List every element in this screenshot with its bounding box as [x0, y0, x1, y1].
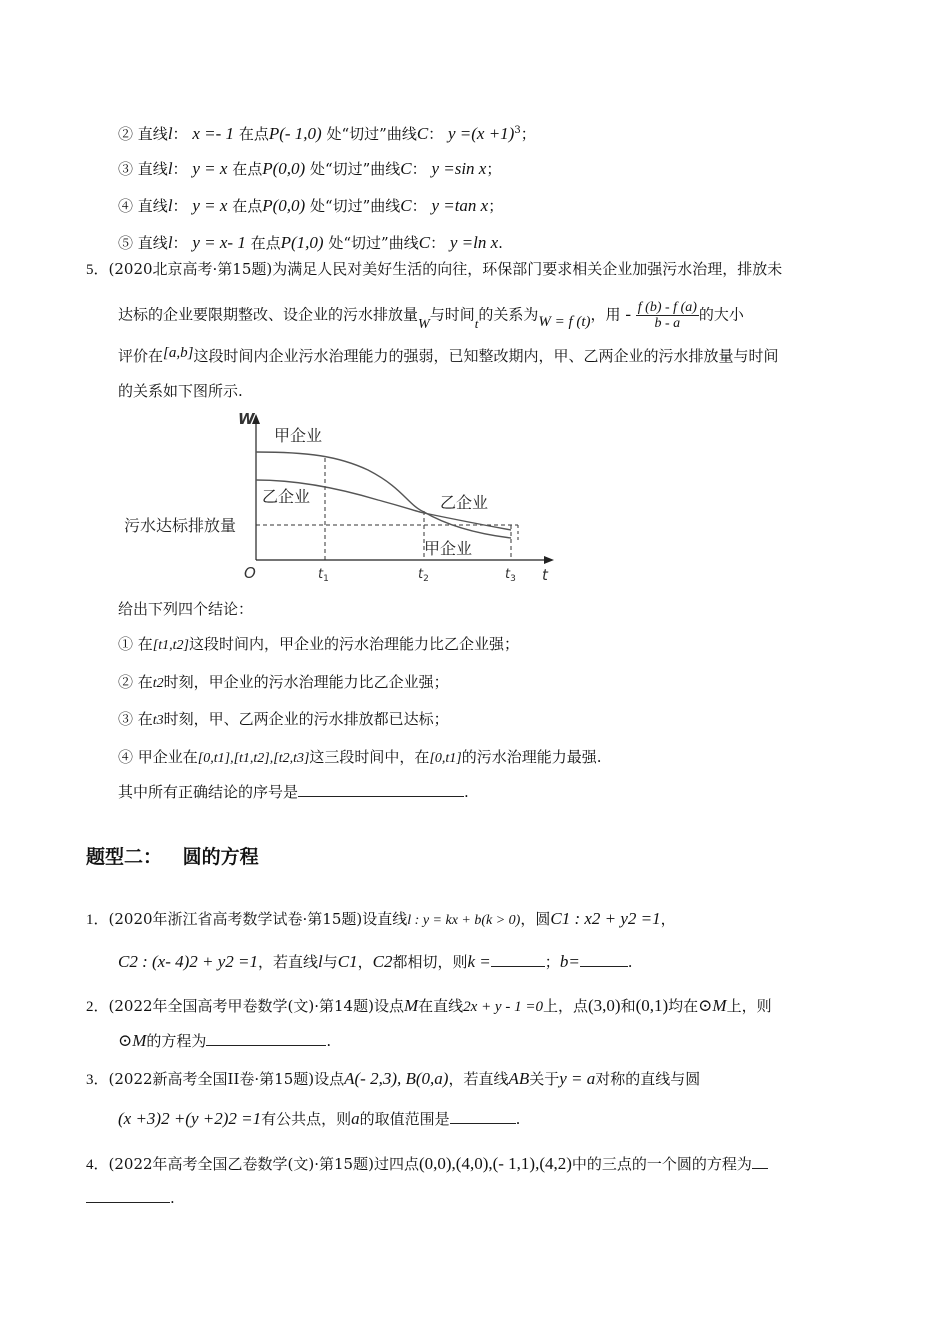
circle-answer-blank-end[interactable] [86, 1188, 170, 1203]
p4-line1: 4．(2022年高考全国乙卷数学(文)·第15题)过四点(0,0),(4,0),(- 1,1),(4,2)中的三点的一个圆的方程为 [86, 1153, 768, 1176]
y-axis-label: W [238, 410, 255, 428]
q5-line2: 达标的企业要限期整改、设企业的污水排放量W与时间t的关系为W = f (t)，用 - $\frac{f (b) - f (a)}{b - a}$ 的大小 [118, 300, 744, 332]
origin-label: O [244, 564, 256, 582]
p4-line2: . [86, 1187, 175, 1209]
circle-answer-blank-start[interactable] [752, 1154, 768, 1169]
t3-label: $t_3$ [505, 567, 516, 584]
conclusion-5: ⑤ 直线l： y = x- 1 在点P(1,0) 处“切过”曲线C： y =ln x. [118, 233, 503, 252]
label-yi-left: 乙企业 [262, 487, 311, 506]
q5-final: 其中所有正确结论的序号是 . [118, 783, 469, 801]
conclusion-2: ② 直线l： x =- 1 在点P(- 1,0) 处“切过”曲线C： $y =(x +1)^3$； [118, 124, 536, 143]
p3-line1: 3．(2022新高考全国II卷·第15题)设点A(- 2,3), B(0,a)，若直线AB关于y = a对称的直线与圆 [86, 1069, 701, 1088]
range-blank[interactable] [450, 1109, 516, 1124]
q5-line4: 的关系如下图所示. [118, 382, 243, 400]
answer-blank[interactable] [298, 782, 464, 797]
label-jia-top: 甲企业 [274, 426, 323, 445]
b-blank[interactable] [580, 952, 628, 967]
label-jia-bottom: 甲企业 [424, 539, 473, 558]
statement-1: ① 在[t1,t2]这段时间内，甲企业的污水治理能力比乙企业强； [118, 635, 519, 653]
x-axis-arrow [544, 556, 554, 564]
k-blank[interactable] [491, 952, 545, 967]
t1-label: $t_1$ [318, 567, 329, 584]
x-axis-label: t [542, 566, 548, 584]
standard-label: 污水达标排放量 [124, 516, 237, 535]
statement-4: ④ 甲企业在[0,t1],[t1,t2],[t2,t3]这三段时间中，在[0,t1]的污水治理能力最强. [118, 748, 602, 766]
label-yi-right: 乙企业 [440, 493, 489, 512]
p1-line1: 1．(2020年浙江省高考数学试卷·第15题)设直线l : y = kx + b(k > 0)，圆C1 : x2 + y2 =1， [86, 909, 676, 928]
section-heading: 题型二： 圆的方程 [86, 846, 259, 868]
p2-line2: ⊙M的方程为 . [118, 1031, 332, 1050]
t2-label: $t_2$ [418, 567, 429, 584]
circle-eq-blank[interactable] [206, 1031, 326, 1046]
p2-line1: 2．(2022年全国高考甲卷数学(文)·第14题)设点M在直线2x + y - 1 =0上，点(3,0)和(0,1)均在⊙M上，则 [86, 996, 772, 1015]
q5-intro: 给出下列四个结论： [118, 600, 254, 618]
p1-line2: C2 : (x- 4)2 + y2 =1，若直线l与C1，C2都相切，则k = ；b= . [118, 952, 633, 971]
p3-line2: (x +3)2 +(y +2)2 =1有公共点，则a的取值范围是 . [118, 1109, 521, 1128]
q5-line1: 5．(2020北京高考·第15题)为满足人民对美好生活的向往，环保部门要求相关企业加强污水治理，排放未 [86, 260, 783, 278]
statement-2: ② 在t2时刻，甲企业的污水治理能力比乙企业强； [118, 673, 449, 691]
conclusion-4: ④ 直线l： y = x 在点P(0,0) 处“切过”曲线C： y =tan x； [118, 196, 504, 215]
statement-3: ③ 在t3时刻，甲、乙两企业的污水排放都已达标； [118, 710, 449, 728]
q5-line3: 评价在[a,b]这段时间内企业污水治理能力的强弱，已知整改期内，甲、乙两企业的污水排放量与时间 [118, 345, 779, 365]
conclusion-3: ③ 直线l： y = x 在点P(0,0) 处“切过”曲线C： y =sin x； [118, 159, 502, 178]
emission-chart [118, 408, 568, 586]
rate-fraction: $\frac{f (b) - f (a)}{b - a}$ [637, 300, 697, 331]
